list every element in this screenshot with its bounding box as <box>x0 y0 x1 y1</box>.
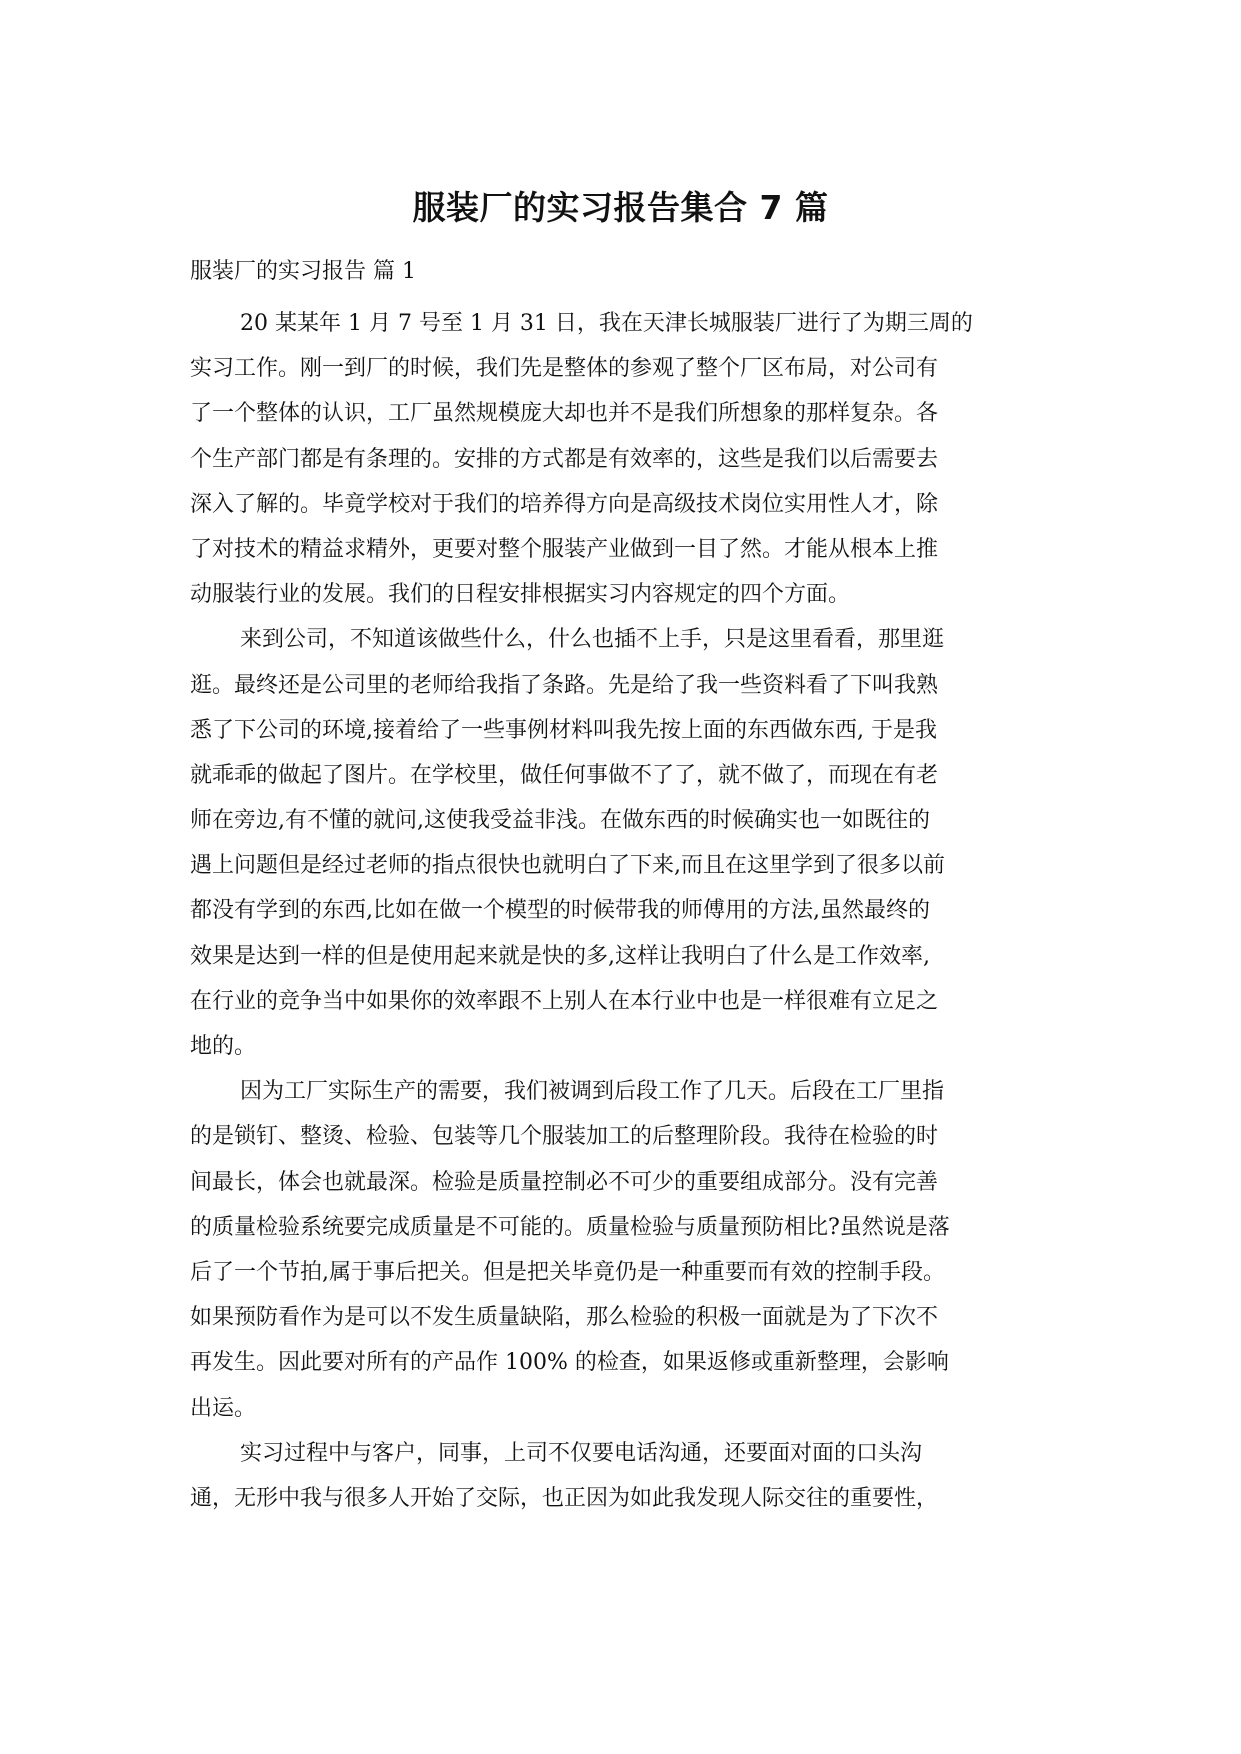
paragraph <box>190 301 1050 617</box>
text-line: 后了一个节拍,属于事后把关。但是把关毕竟仍是一种重要而有效的控制手段。 <box>190 1259 945 1285</box>
paragraph <box>190 617 1050 1069</box>
text-line: 如果预防看作为是可以不发生质量缺陷，那么检验的积极一面就是为了下次不 <box>190 1305 939 1331</box>
text-line: 了对技术的精益求精外，更要对整个服装产业做到一目了然。才能从根本上推 <box>190 536 939 562</box>
text-line: 实习过程中与客户，同事，上司不仅要电话沟通，还要面对面的口头沟 <box>240 1440 923 1466</box>
text-line: 地的。 <box>190 1034 257 1059</box>
text-line: 师在旁边,有不懂的就问,这使我受益非浅。在做东西的时候确实也一如既往的 <box>190 808 930 834</box>
text-line: 了一个整体的认识，工厂虽然规模庞大却也并不是我们所想象的那样复杂。各 <box>190 401 939 427</box>
text-line: 深入了解的。毕竟学校对于我们的培养得方向是高级技术岗位实用性人才，除 <box>190 491 939 517</box>
text-line: 20 某某年 1 月 7 号至 1 月 31 日，我在天津长城服装厂进行了为期三周的 <box>240 311 973 336</box>
text-line: 间最长，体会也就最深。检验是质量控制必不可少的重要组成部分。没有完善 <box>190 1169 939 1195</box>
text-line: 出运。 <box>190 1395 257 1421</box>
text-line: 都没有学到的东西,比如在做一个模型的时候带我的师傅用的方法,虽然最终的 <box>190 898 930 924</box>
section-heading: 服装厂的实习报告 篇 1 <box>190 259 416 284</box>
document-body <box>190 301 1050 1521</box>
text-line: 的是锁钉、整烫、检验、包装等几个服装加工的后整理阶段。我待在检验的时 <box>190 1124 939 1150</box>
text-line: 就乖乖的做起了图片。在学校里，做任何事做不了了，就不做了，而现在有老 <box>190 762 939 788</box>
text-line: 悉了下公司的环境,接着给了一些事例材料叫我先按上面的东西做东西, 于是我 <box>190 717 937 743</box>
text-line: 在行业的竞争当中如果你的效率跟不上别人在本行业中也是一样很难有立足之 <box>190 988 939 1014</box>
text-line: 动服装行业的发展。我们的日程安排根据实习内容规定的四个方面。 <box>190 582 851 608</box>
text-line: 遇上问题但是经过老师的指点很快也就明白了下来,而且在这里学到了很多以前 <box>190 853 945 879</box>
text-line: 再发生。因此要对所有的产品作 100% 的检查，如果返修或重新整理，会影响 <box>190 1350 949 1376</box>
text-line: 通，无形中我与很多人开始了交际，也正因为如此我发现人际交往的重要性， <box>190 1485 939 1511</box>
paragraph <box>190 1431 1050 1521</box>
text-line: 逛。最终还是公司里的老师给我指了条路。先是给了我一些资料看了下叫我熟 <box>190 672 939 698</box>
text-line: 效果是达到一样的但是使用起来就是快的多,这样让我明白了什么是工作效率, <box>190 943 930 969</box>
document-title: 服装厂的实习报告集合 7 篇 <box>412 188 829 227</box>
text-line: 的质量检验系统要完成质量是不可能的。质量检验与质量预防相比?虽然说是落 <box>190 1214 950 1240</box>
text-line: 实习工作。刚一到厂的时候，我们先是整体的参观了整个厂区布局，对公司有 <box>190 356 939 382</box>
text-line: 因为工厂实际生产的需要，我们被调到后段工作了几天。后段在工厂里指 <box>240 1079 945 1105</box>
paragraph <box>190 1069 1050 1431</box>
text-line: 来到公司，不知道该做些什么，什么也插不上手，只是这里看看，那里逛 <box>240 627 945 653</box>
text-line: 个生产部门都是有条理的。安排的方式都是有效率的，这些是我们以后需要去 <box>190 446 939 472</box>
